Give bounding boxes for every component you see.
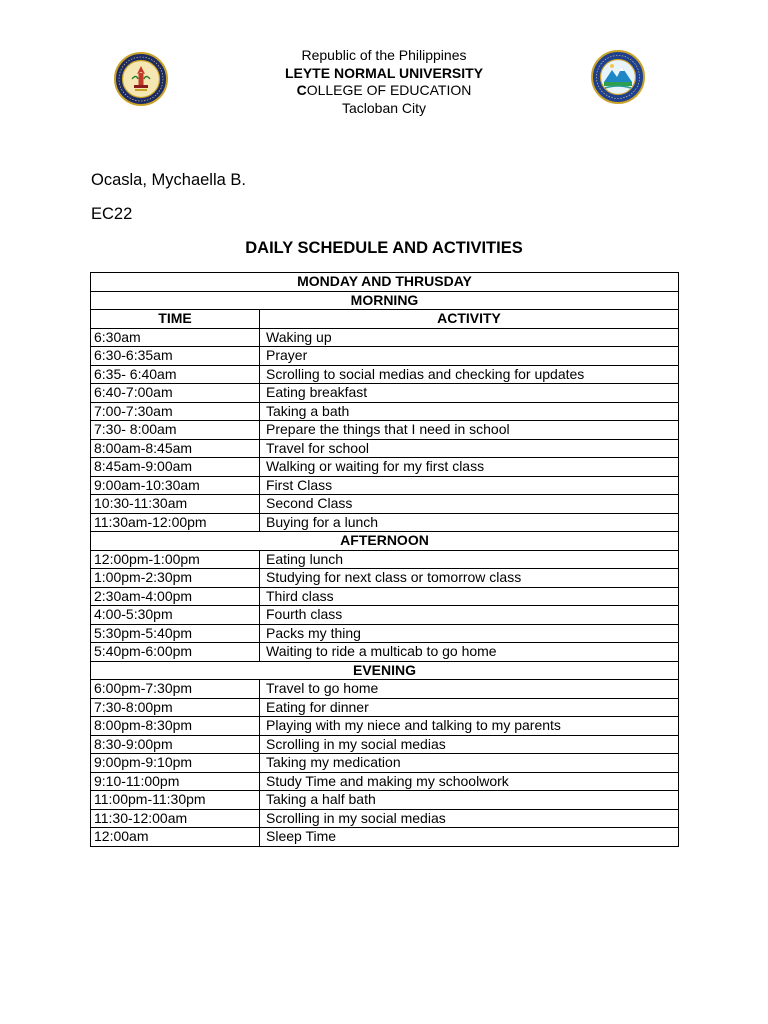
activity-cell: Playing with my niece and talking to my parents <box>260 717 679 736</box>
time-cell: 10:30-11:30am <box>91 495 260 514</box>
time-cell: 8:45am-9:00am <box>91 458 260 477</box>
time-cell: 6:00pm-7:30pm <box>91 680 260 699</box>
college-rest: OLLEGE OF EDUCATION <box>306 82 472 98</box>
activity-cell: Eating for dinner <box>260 698 679 717</box>
activity-cell: Sleep Time <box>260 828 679 847</box>
schedule-row <box>91 458 679 477</box>
time-cell: 5:40pm-6:00pm <box>91 643 260 662</box>
letterhead-college <box>184 82 584 100</box>
document-title: DAILY SCHEDULE AND ACTIVITIES <box>245 239 523 257</box>
schedule-row <box>91 550 679 569</box>
schedule-row <box>91 772 679 791</box>
schedule-row <box>91 439 679 458</box>
activity-cell: Taking my medication <box>260 754 679 773</box>
days-row <box>91 273 679 292</box>
schedule-row <box>91 698 679 717</box>
section-code: EC22 <box>91 205 133 223</box>
column-header-activity: ACTIVITY <box>260 310 679 329</box>
column-header-time: TIME <box>91 310 260 329</box>
activity-cell: Fourth class <box>260 606 679 625</box>
activity-cell: Taking a bath <box>260 402 679 421</box>
activity-cell: Waking up <box>260 328 679 347</box>
period-row <box>91 661 679 680</box>
schedule-row <box>91 347 679 366</box>
time-cell: 11:30-12:00am <box>91 809 260 828</box>
schedule-row <box>91 569 679 588</box>
activity-cell: Prayer <box>260 347 679 366</box>
letterhead <box>184 47 584 117</box>
activity-cell: Third class <box>260 587 679 606</box>
activity-cell: Taking a half bath <box>260 791 679 810</box>
schedule-row <box>91 791 679 810</box>
time-cell: 5:30pm-5:40pm <box>91 624 260 643</box>
activity-cell: Study Time and making my schoolwork <box>260 772 679 791</box>
schedule-row <box>91 587 679 606</box>
activity-cell: Prepare the things that I need in school <box>260 421 679 440</box>
schedule-row <box>91 624 679 643</box>
activity-cell: Waiting to ride a multicab to go home <box>260 643 679 662</box>
time-cell: 12:00am <box>91 828 260 847</box>
period-row <box>91 291 679 310</box>
letterhead-city: Tacloban City <box>341 99 427 116</box>
schedule-row <box>91 365 679 384</box>
schedule-row <box>91 809 679 828</box>
schedule-table <box>90 272 679 847</box>
time-cell: 6:30am <box>91 328 260 347</box>
time-cell: 11:30am-12:00pm <box>91 513 260 532</box>
schedule-row <box>91 606 679 625</box>
time-cell: 8:30-9:00pm <box>91 735 260 754</box>
student-name: Ocasla, Mychaella B. <box>91 171 246 189</box>
activity-cell: Scrolling to social medias and checking for updates <box>260 365 679 384</box>
activity-cell: Packs my thing <box>260 624 679 643</box>
time-cell: 7:00-7:30am <box>91 402 260 421</box>
activity-cell: Scrolling in my social medias <box>260 735 679 754</box>
time-cell: 7:30- 8:00am <box>91 421 260 440</box>
schedule-row <box>91 495 679 514</box>
schedule-row <box>91 328 679 347</box>
activity-cell: Travel to go home <box>260 680 679 699</box>
activity-cell: Travel for school <box>260 439 679 458</box>
schedule-row <box>91 421 679 440</box>
time-cell: 9:10-11:00pm <box>91 772 260 791</box>
activity-cell: Walking or waiting for my first class <box>260 458 679 477</box>
time-cell: 6:40-7:00am <box>91 384 260 403</box>
letterhead-republic: Republic of the Philippines <box>301 47 467 63</box>
activity-cell: Second Class <box>260 495 679 514</box>
schedule-row <box>91 402 679 421</box>
period-morning-banner: MORNING <box>91 291 679 310</box>
schedule-row <box>91 735 679 754</box>
time-cell: 7:30-8:00pm <box>91 698 260 717</box>
schedule-row <box>91 643 679 662</box>
time-cell: 9:00pm-9:10pm <box>91 754 260 773</box>
time-cell: 2:30am-4:00pm <box>91 587 260 606</box>
time-cell: 9:00am-10:30am <box>91 476 260 495</box>
schedule-row <box>91 828 679 847</box>
column-header-row <box>91 310 679 329</box>
schedule-row <box>91 513 679 532</box>
activity-cell: Scrolling in my social medias <box>260 809 679 828</box>
time-cell: 11:00pm-11:30pm <box>91 791 260 810</box>
time-cell: 6:35- 6:40am <box>91 365 260 384</box>
college-of-education-seal-icon <box>591 50 645 104</box>
time-cell: 8:00am-8:45am <box>91 439 260 458</box>
time-cell: 4:00-5:30pm <box>91 606 260 625</box>
activity-cell: Buying for a lunch <box>260 513 679 532</box>
university-seal-icon <box>114 52 168 106</box>
activity-cell: Studying for next class or tomorrow class <box>260 569 679 588</box>
period-row <box>91 532 679 551</box>
activity-cell: Eating breakfast <box>260 384 679 403</box>
period-afternoon-banner: AFTERNOON <box>91 532 679 551</box>
activity-cell: First Class <box>260 476 679 495</box>
schedule-row <box>91 384 679 403</box>
schedule-row <box>91 754 679 773</box>
letterhead-university: LEYTE NORMAL UNIVERSITY <box>284 64 484 81</box>
schedule-row <box>91 680 679 699</box>
schedule-row <box>91 717 679 736</box>
time-cell: 12:00pm-1:00pm <box>91 550 260 569</box>
schedule-row <box>91 476 679 495</box>
activity-cell: Eating lunch <box>260 550 679 569</box>
time-cell: 8:00pm-8:30pm <box>91 717 260 736</box>
time-cell: 1:00pm-2:30pm <box>91 569 260 588</box>
days-banner: MONDAY AND THRUSDAY <box>91 273 679 292</box>
period-evening-banner: EVENING <box>91 661 679 680</box>
time-cell: 6:30-6:35am <box>91 347 260 366</box>
college-initial: C <box>296 82 307 98</box>
